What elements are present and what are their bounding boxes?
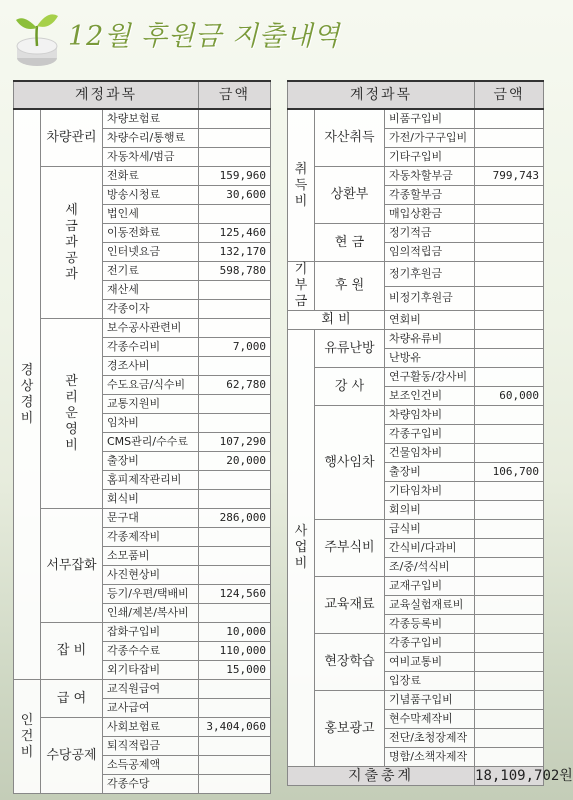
item-amount <box>199 109 271 129</box>
item-name: 교통지원비 <box>103 395 199 414</box>
item-amount <box>199 281 271 300</box>
item-name: 사회보험료 <box>103 718 199 737</box>
item-amount <box>475 577 544 596</box>
ledger-row <box>288 577 544 596</box>
ledger-row <box>288 109 544 129</box>
item-amount: 107,290 <box>199 433 271 452</box>
item-amount <box>199 547 271 566</box>
item-amount <box>199 357 271 376</box>
item-amount: 110,000 <box>199 642 271 661</box>
item-amount <box>475 349 544 368</box>
item-amount <box>199 148 271 167</box>
item-amount: 598,780 <box>199 262 271 281</box>
item-amount <box>199 756 271 775</box>
sub-category-label: 현장학습 <box>315 634 385 691</box>
item-name: 사진현상비 <box>103 566 199 585</box>
item-name: 재산세 <box>103 281 199 300</box>
item-amount <box>475 596 544 615</box>
item-name: 각종수당 <box>103 775 199 794</box>
item-name: 법인세 <box>103 205 199 224</box>
item-name: 회의비 <box>385 501 475 520</box>
total-amount: 18,109,702원 <box>475 768 573 784</box>
page-title: 12월 후원금 지출내역 <box>68 21 341 52</box>
item-name: 난방유 <box>385 349 475 368</box>
item-amount <box>199 319 271 338</box>
item-amount: 799,743 <box>475 167 544 186</box>
item-name: 차량수리/통행료 <box>103 129 199 148</box>
item-amount <box>475 482 544 501</box>
seedling-logo-icon <box>10 6 64 70</box>
item-name: 등기/우편/택배비 <box>103 585 199 604</box>
item-amount: 125,460 <box>199 224 271 243</box>
item-amount: 10,000 <box>199 623 271 642</box>
item-amount: 286,000 <box>199 509 271 528</box>
item-name: 비정기후원금 <box>385 286 475 311</box>
item-name: 교사급여 <box>103 699 199 718</box>
major-category-label: 인 건 비 <box>14 680 41 794</box>
sub-category-label: 회 비 <box>288 311 385 330</box>
sub-category-label: 수당공제 <box>41 718 103 794</box>
sub-category-label: 교육재료 <box>315 577 385 634</box>
item-amount <box>199 471 271 490</box>
ledger-row <box>288 330 544 349</box>
ledger-row <box>14 680 271 699</box>
item-amount <box>475 710 544 729</box>
item-amount <box>199 300 271 319</box>
item-amount <box>199 699 271 718</box>
item-name: 각종구입비 <box>385 425 475 444</box>
sub-category-label: 유류난방 <box>315 330 385 368</box>
sub-category-label: 서무잡화 <box>41 509 103 623</box>
item-amount <box>475 224 544 243</box>
item-amount: 62,780 <box>199 376 271 395</box>
sub-category-label: 행사임차 <box>315 406 385 520</box>
item-name: 자동차세/범금 <box>103 148 199 167</box>
sub-category-label: 자산취득 <box>315 109 385 167</box>
item-name: 퇴직적립금 <box>103 737 199 756</box>
item-name: 각종수리비 <box>103 338 199 357</box>
item-name: 회식비 <box>103 490 199 509</box>
item-amount <box>475 501 544 520</box>
item-amount <box>199 490 271 509</box>
item-name: 조/중/석식비 <box>385 558 475 577</box>
left-header-account: 계정과목 <box>14 81 199 109</box>
item-name: 현수막제작비 <box>385 710 475 729</box>
item-name: 전단/초청장제작 <box>385 729 475 748</box>
item-amount <box>199 775 271 794</box>
sub-category-label: 상환부 <box>315 167 385 224</box>
item-amount: 124,560 <box>199 585 271 604</box>
item-amount <box>475 330 544 349</box>
total-label: 지출총계 <box>288 767 475 786</box>
item-name: 기타임차비 <box>385 482 475 501</box>
ledger-row <box>288 311 544 330</box>
item-name: 전화료 <box>103 167 199 186</box>
sub-category-label: 세 금 과 공 과 <box>41 167 103 319</box>
ledger-row <box>288 224 544 243</box>
item-name: 경조사비 <box>103 357 199 376</box>
item-amount <box>475 368 544 387</box>
ledger-row <box>14 319 271 338</box>
item-name: 가전/가구구입비 <box>385 129 475 148</box>
sub-category-label: 차량관리 <box>41 109 103 167</box>
item-name: 방송시청료 <box>103 186 199 205</box>
item-name: 출장비 <box>103 452 199 471</box>
item-amount <box>199 129 271 148</box>
item-name: 여비교통비 <box>385 653 475 672</box>
item-name: 교육실험재료비 <box>385 596 475 615</box>
item-name: 출장비 <box>385 463 475 482</box>
sub-category-label: 급 여 <box>41 680 103 718</box>
item-name: 임차비 <box>103 414 199 433</box>
major-category-label: 경 상 경 비 <box>14 109 41 680</box>
item-name: 전기료 <box>103 262 199 281</box>
item-name: 각종할부금 <box>385 186 475 205</box>
right-ledger-table <box>287 80 573 786</box>
major-category-label: 기 부 금 <box>288 262 315 311</box>
item-amount <box>199 604 271 623</box>
item-name: 자동차할부금 <box>385 167 475 186</box>
item-amount: 3,404,060 <box>199 718 271 737</box>
item-amount <box>475 311 544 330</box>
ledger-row <box>288 406 544 425</box>
item-amount <box>475 205 544 224</box>
item-name: 간식비/다과비 <box>385 539 475 558</box>
item-amount <box>475 653 544 672</box>
item-name: CMS관리/수수료 <box>103 433 199 452</box>
sub-category-label: 주부식비 <box>315 520 385 577</box>
item-name: 잡화구입비 <box>103 623 199 642</box>
item-name: 연구활동/강사비 <box>385 368 475 387</box>
item-amount <box>475 243 544 262</box>
sub-category-label: 후 원 <box>315 262 385 311</box>
sub-category-label: 현 금 <box>315 224 385 262</box>
sub-category-label: 홍보광고 <box>315 691 385 767</box>
ledger-row <box>14 718 271 737</box>
item-name: 문구대 <box>103 509 199 528</box>
item-amount <box>475 262 544 287</box>
item-name: 기념품구입비 <box>385 691 475 710</box>
item-name: 보조인건비 <box>385 387 475 406</box>
ledger-row <box>288 368 544 387</box>
item-amount <box>475 129 544 148</box>
item-amount <box>475 672 544 691</box>
item-amount <box>475 520 544 539</box>
total-row <box>288 767 544 786</box>
item-amount <box>475 109 544 129</box>
item-amount <box>475 691 544 710</box>
item-amount: 60,000 <box>475 387 544 406</box>
item-amount: 30,600 <box>199 186 271 205</box>
item-name: 교재구입비 <box>385 577 475 596</box>
ledger-row <box>14 623 271 642</box>
item-amount <box>199 414 271 433</box>
right-header-amount: 금액 <box>475 81 544 109</box>
item-name: 인쇄/제본/복사비 <box>103 604 199 623</box>
ledger-row <box>288 262 544 287</box>
item-name: 건물임차비 <box>385 444 475 463</box>
item-name: 외기타잡비 <box>103 661 199 680</box>
ledger-row <box>288 520 544 539</box>
item-amount: 7,000 <box>199 338 271 357</box>
item-amount <box>199 737 271 756</box>
item-amount: 20,000 <box>199 452 271 471</box>
item-name: 임의적립금 <box>385 243 475 262</box>
item-amount <box>199 528 271 547</box>
item-amount <box>475 748 544 767</box>
item-name: 급식비 <box>385 520 475 539</box>
major-category-label: 취 득 비 <box>288 109 315 262</box>
sub-category-label: 관 리 운 영 비 <box>41 319 103 509</box>
left-header-amount: 금액 <box>199 81 271 109</box>
item-name: 차량보험료 <box>103 109 199 129</box>
item-name: 명함/소책자제작 <box>385 748 475 767</box>
item-name: 각종수수료 <box>103 642 199 661</box>
item-amount <box>475 615 544 634</box>
item-name: 소득공제액 <box>103 756 199 775</box>
ledger-row <box>14 109 271 129</box>
ledger-row <box>288 634 544 653</box>
ledger-row <box>14 167 271 186</box>
item-amount: 159,960 <box>199 167 271 186</box>
item-amount <box>475 406 544 425</box>
item-name: 비품구입비 <box>385 109 475 129</box>
ledger-row <box>288 691 544 710</box>
left-header-row <box>14 81 271 109</box>
item-amount <box>475 634 544 653</box>
item-amount <box>199 205 271 224</box>
item-name: 홈피제작관리비 <box>103 471 199 490</box>
item-amount <box>475 539 544 558</box>
left-ledger-table <box>13 80 271 794</box>
item-name: 각종구입비 <box>385 634 475 653</box>
right-header-row <box>288 81 544 109</box>
item-name: 소모품비 <box>103 547 199 566</box>
major-category-label: 사 업 비 <box>288 330 315 767</box>
item-amount <box>475 558 544 577</box>
item-name: 기타구입비 <box>385 148 475 167</box>
sub-category-label: 잡 비 <box>41 623 103 680</box>
item-amount <box>475 186 544 205</box>
item-amount <box>475 286 544 311</box>
item-amount: 15,000 <box>199 661 271 680</box>
item-name: 매입상환금 <box>385 205 475 224</box>
item-name: 차량유류비 <box>385 330 475 349</box>
item-amount <box>475 425 544 444</box>
item-name: 입장료 <box>385 672 475 691</box>
item-name: 각종등록비 <box>385 615 475 634</box>
right-header-account: 계정과목 <box>288 81 475 109</box>
item-name: 차량임차비 <box>385 406 475 425</box>
item-name: 각종이자 <box>103 300 199 319</box>
item-name: 정기적금 <box>385 224 475 243</box>
item-name: 각종제작비 <box>103 528 199 547</box>
item-amount <box>199 566 271 585</box>
item-name: 인터넷요금 <box>103 243 199 262</box>
item-amount <box>475 729 544 748</box>
sub-category-label: 강 사 <box>315 368 385 406</box>
item-amount <box>475 444 544 463</box>
item-name: 이동전화료 <box>103 224 199 243</box>
item-amount: 106,700 <box>475 463 544 482</box>
item-amount <box>199 395 271 414</box>
item-amount <box>475 148 544 167</box>
item-name: 교직원급여 <box>103 680 199 699</box>
item-name: 연회비 <box>385 311 475 330</box>
ledger-row <box>14 509 271 528</box>
item-amount <box>199 680 271 699</box>
item-name: 정기후원금 <box>385 262 475 287</box>
ledger-row <box>288 167 544 186</box>
item-amount: 132,170 <box>199 243 271 262</box>
item-name: 수도요금/식수비 <box>103 376 199 395</box>
item-name: 보수공사관련비 <box>103 319 199 338</box>
